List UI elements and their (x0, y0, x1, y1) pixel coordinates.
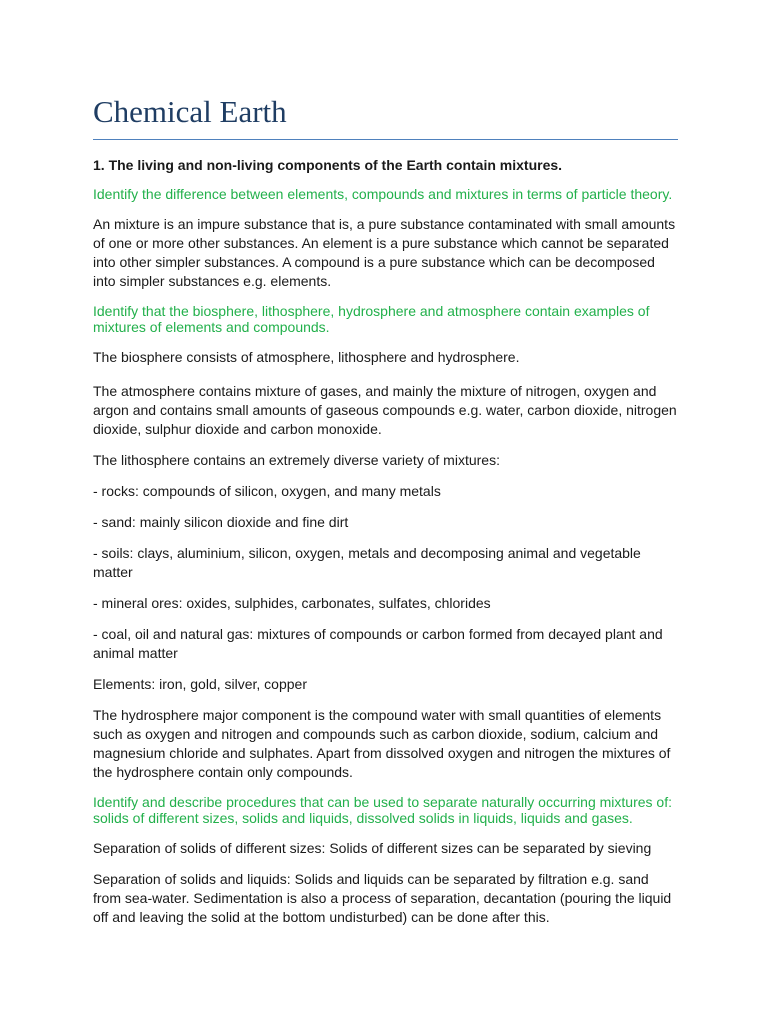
paragraph-lithosphere: The lithosphere contains an extremely diverse variety of mixtures: (93, 451, 500, 468)
objective-text: Identify and describe procedures that can be used to separate naturally occurring mixtures of: solids of different sizes, solids and liquids, dissolved solids in liquids, liquids and gases. (93, 793, 672, 826)
paragraph-atmosphere: The atmosphere contains mixture of gases, and mainly the mixture of nitrogen, oxygen and argon and contains small amounts of gaseous compounds e.g. water, carbon dioxide, nitrogen dioxide, sulphur dioxide and carbon monoxide. (93, 382, 677, 437)
paragraph-elements: Elements: iron, gold, silver, copper (93, 675, 307, 692)
paragraph-hydrosphere: The hydrosphere major component is the compound water with small quantities of elements such as oxygen and nitrogen and compounds such as carbon dioxide, sodium, calcium and magnesium chloride and sulphates. Apart from dissolved oxygen and nitrogen the mixtures of the hydrosphere contain only compounds. (93, 706, 671, 780)
objective-text: Identify that the biosphere, lithosphere, hydrosphere and atmosphere contain examples of mixtures of elements and compounds. (93, 302, 650, 335)
paragraph-sieving: Separation of solids of different sizes: Solids of different sizes can be separated by sieving (93, 839, 652, 856)
paragraph-filtration: Separation of solids and liquids: Solids and liquids can be separated by filtration e.g. sand from sea-water. Sedimentation is also a process of separation, decantation (pouring the liquid off and leaving the solid at the bottom undisturbed) can be done after this. (93, 870, 672, 925)
list-item: - mineral ores: oxides, sulphides, carbonates, sulfates, chlorides (93, 594, 491, 611)
paragraph-mixture-definition: An mixture is an impure substance that is, a pure substance contaminated with small amounts of one or more other substances. An element is a pure substance which cannot be separated into other simpler substances. A compound is a pure substance which can be decomposed into simpler substances e.g. elements. (93, 215, 676, 289)
title-divider (93, 139, 678, 140)
list-item: - rocks: compounds of silicon, oxygen, and many metals (93, 482, 441, 499)
section-heading: 1. The living and non-living components of the Earth contain mixtures. (93, 157, 563, 173)
paragraph-biosphere: The biosphere consists of atmosphere, lithosphere and hydrosphere. (93, 348, 520, 365)
objective-text: Identify the difference between elements, compounds and mixtures in terms of particle theory. (93, 186, 673, 202)
list-item: - sand: mainly silicon dioxide and fine dirt (93, 513, 349, 530)
document-page (93, 92, 678, 927)
list-item: - soils: clays, aluminium, silicon, oxygen, metals and decomposing animal and vegetable matter (93, 544, 641, 580)
page-title: Chemical Earth (93, 94, 287, 129)
list-item: - coal, oil and natural gas: mixtures of compounds or carbon formed from decayed plant and animal matter (93, 625, 663, 661)
